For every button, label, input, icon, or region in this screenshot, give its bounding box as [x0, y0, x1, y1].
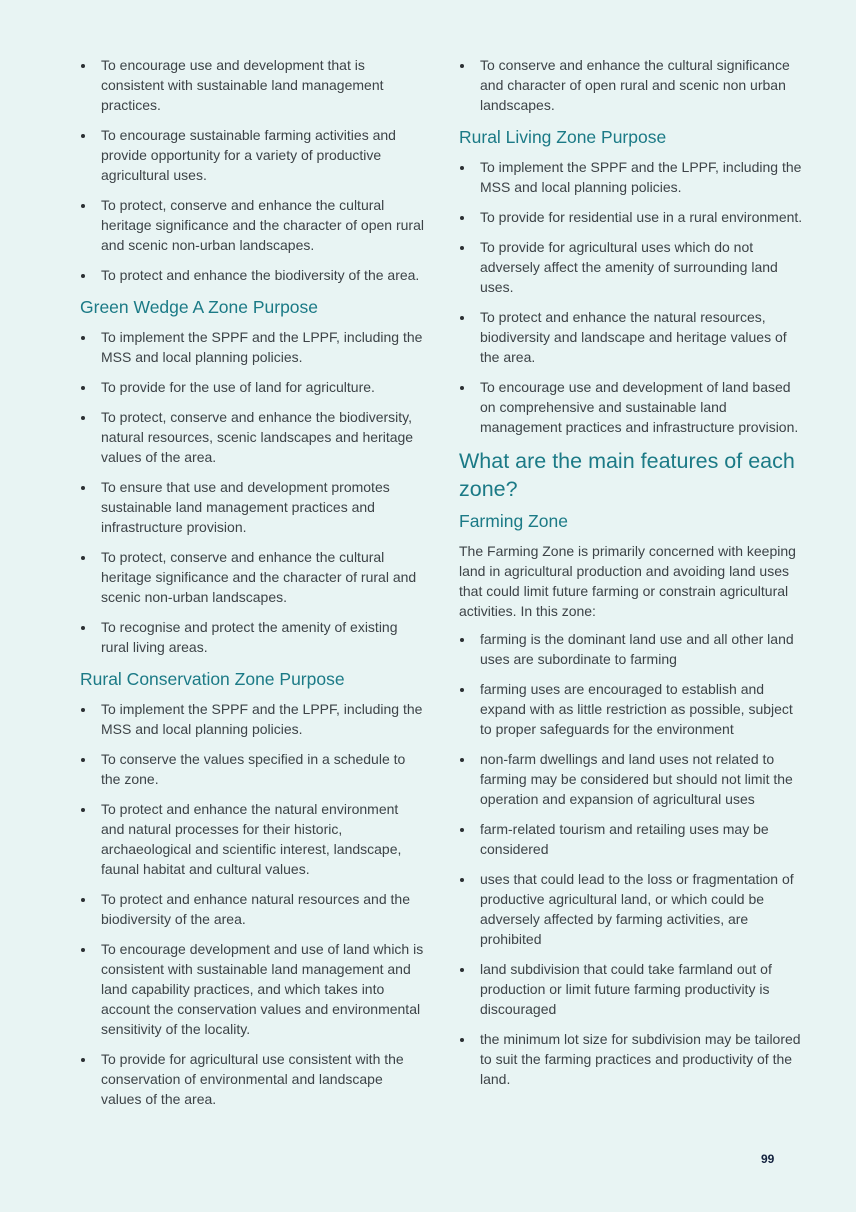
list-item: To implement the SPPF and the LPPF, including the MSS and local planning policies. — [459, 157, 804, 197]
list-item: farming uses are encouraged to establish and expand with as little restriction as possible, subject to proper safeguards for the environment — [459, 679, 804, 739]
page-number: 99 — [761, 1152, 775, 1166]
list-item: non-farm dwellings and land uses not related to farming may be considered but should not limit the operation and expansion of agricultural uses — [459, 749, 804, 809]
list-item: To encourage sustainable farming activities and provide opportunity for a variety of productive agricultural uses. — [80, 125, 425, 185]
intro-list-right — [459, 55, 804, 115]
list-item: farming is the dominant land use and all other land uses are subordinate to farming — [459, 629, 804, 669]
list-item: To provide for agricultural use consistent with the conservation of environmental and landscape values of the area. — [80, 1049, 425, 1109]
rural-conservation-list — [80, 699, 425, 1109]
list-item: To ensure that use and development promotes sustainable land management practices and infrastructure provision. — [80, 477, 425, 537]
list-item: To provide for the use of land for agriculture. — [80, 377, 425, 397]
farming-zone-list — [459, 629, 804, 1089]
list-item: To encourage use and development of land based on comprehensive and sustainable land management practices and infrastructure provision. — [459, 377, 804, 437]
list-item: To conserve the values specified in a schedule to the zone. — [80, 749, 425, 789]
list-item: To provide for residential use in a rural environment. — [459, 207, 804, 227]
rural-living-list — [459, 157, 804, 437]
list-item: To protect, conserve and enhance the cultural heritage significance and the character of open rural and scenic non-urban landscapes. — [80, 195, 425, 255]
list-item: uses that could lead to the loss or fragmentation of productive agricultural land, or which could be adversely affected by farming activities, are prohibited — [459, 869, 804, 949]
list-item: To encourage development and use of land which is consistent with sustainable land management and land capability practices, and which takes into account the conservation values and environmental sensitivity of the locality. — [80, 939, 425, 1039]
rural-living-heading: Rural Living Zone Purpose — [459, 127, 667, 147]
intro-list-left — [80, 55, 425, 285]
list-item: To implement the SPPF and the LPPF, including the MSS and local planning policies. — [80, 699, 425, 739]
list-item: To implement the SPPF and the LPPF, including the MSS and local planning policies. — [80, 327, 425, 367]
list-item: To recognise and protect the amenity of existing rural living areas. — [80, 617, 425, 657]
farming-zone-heading: Farming Zone — [459, 511, 568, 531]
list-item: the minimum lot size for subdivision may be tailored to suit the farming practices and productivity of the land. — [459, 1029, 804, 1089]
list-item: To protect, conserve and enhance the cultural heritage significance and the character of rural and scenic non-urban landscapes. — [80, 547, 425, 607]
list-item: To protect, conserve and enhance the biodiversity, natural resources, scenic landscapes and heritage values of the area. — [80, 407, 425, 467]
list-item: To protect and enhance the natural resources, biodiversity and landscape and heritage values of the area. — [459, 307, 804, 367]
right-column — [459, 55, 804, 1099]
rural-conservation-heading: Rural Conservation Zone Purpose — [80, 669, 345, 689]
list-item: To conserve and enhance the cultural significance and character of open rural and scenic non urban landscapes. — [459, 55, 804, 115]
list-item: To protect and enhance natural resources and the biodiversity of the area. — [80, 889, 425, 929]
list-item: To protect and enhance the natural environment and natural processes for their historic, archaeological and scientific interest, landscape, faunal habitat and cultural values. — [80, 799, 425, 879]
list-item: To provide for agricultural uses which do not adversely affect the amenity of surrounding land uses. — [459, 237, 804, 297]
list-item: farm-related tourism and retailing uses may be considered — [459, 819, 804, 859]
list-item: land subdivision that could take farmland out of production or limit future farming productivity is discouraged — [459, 959, 804, 1019]
list-item: To protect and enhance the biodiversity of the area. — [80, 265, 425, 285]
left-column — [80, 55, 425, 1119]
green-wedge-list — [80, 327, 425, 657]
farming-zone-paragraph: The Farming Zone is primarily concerned with keeping land in agricultural production and avoiding land uses that could limit future farming or constrain agricultural activities. In this zone: — [459, 543, 796, 619]
list-item: To encourage use and development that is consistent with sustainable land management practices. — [80, 55, 425, 115]
green-wedge-heading: Green Wedge A Zone Purpose — [80, 297, 319, 317]
main-features-heading: What are the main features of each zone? — [459, 449, 795, 501]
